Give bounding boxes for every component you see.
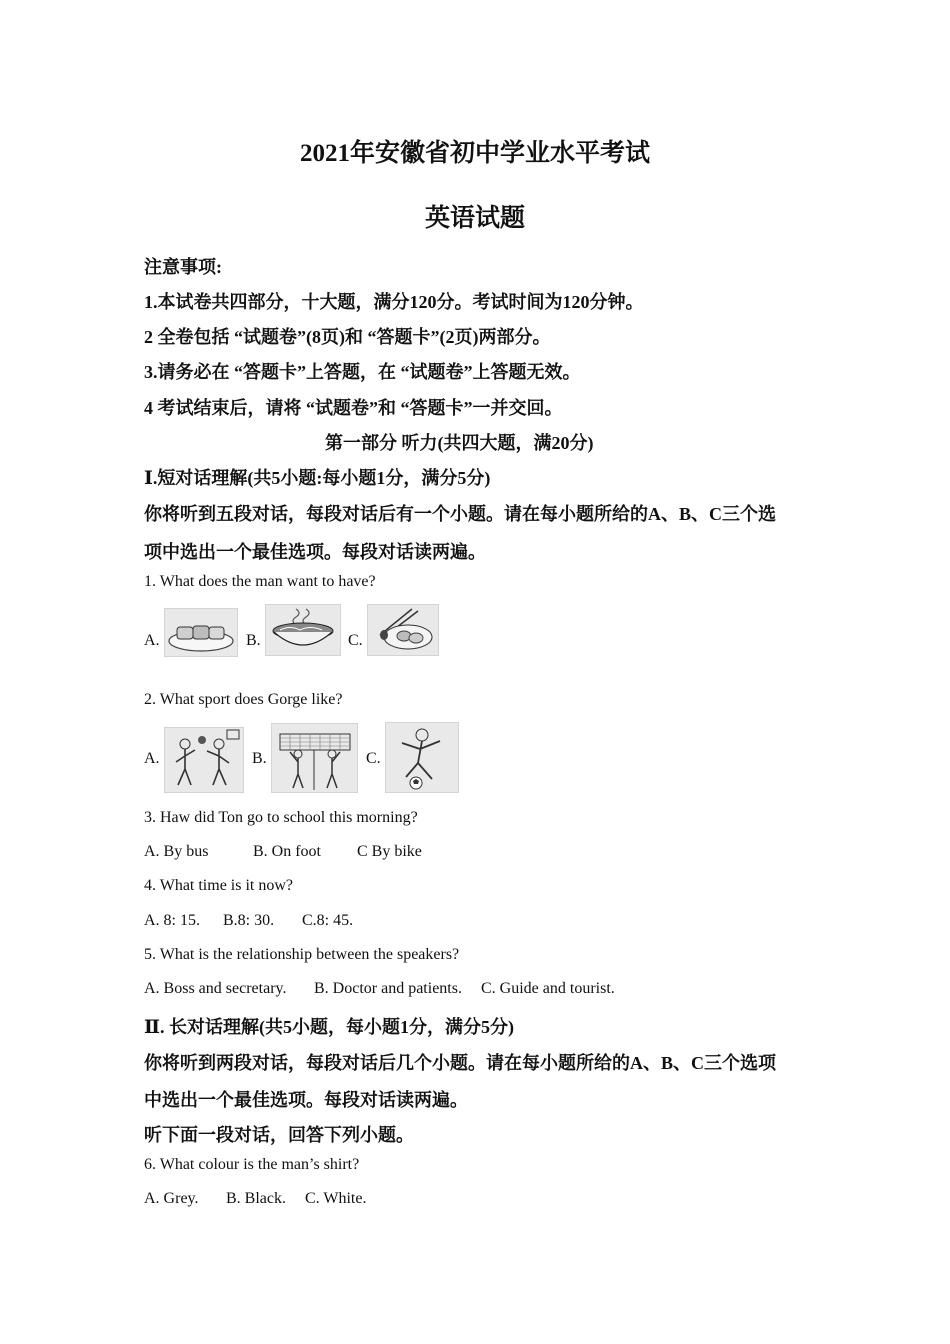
question-3: 3. Haw did Ton go to school this morning?: [144, 809, 418, 826]
option-label: B.: [246, 632, 261, 649]
notice-item: 2 全卷包括 “试题卷”(8页)和 “答题卡”(2页)两部分。: [144, 327, 551, 347]
section-two-heading: [144, 1013, 514, 1039]
answer-option: B.8: 30.: [223, 912, 275, 929]
notice-item: 3.请务必在 “答题卡”上答题，在 “试题卷”上答题无效。: [144, 362, 581, 382]
notice-heading: 注意事项:: [144, 257, 222, 277]
notice-item: 1.本试卷共四部分，十大题，满分120分。考试时间为120分钟。: [144, 292, 644, 312]
football-player-icon: [385, 722, 459, 793]
listen-prompt: 听下面一段对话，回答下列小题。: [144, 1125, 414, 1145]
answer-option: A. Grey.: [144, 1190, 199, 1207]
question-5: 5. What is the relationship between the speakers?: [144, 946, 460, 963]
option-label: C.: [348, 632, 363, 649]
basketball-players-icon: [164, 727, 244, 793]
answer-option: B. Doctor and patients.: [314, 980, 462, 997]
dumplings-bowl-icon: [367, 604, 439, 656]
section-one-numeral: Ⅰ: [144, 468, 153, 489]
cakes-on-plate-icon: [164, 608, 238, 657]
answer-option: A. 8: 15.: [144, 912, 200, 929]
answer-option: A. By bus: [144, 843, 209, 860]
option-label: A.: [144, 632, 160, 649]
section-one-title: .短对话理解(共5小题:每小题1分，满分5分): [152, 468, 491, 488]
answer-option: C.8: 45.: [302, 912, 354, 929]
exam-title: 2021年安徽省初中学业水平考试: [299, 140, 650, 167]
option-label: A.: [144, 750, 160, 767]
question-4: 4. What time is it now?: [144, 877, 294, 894]
answer-option: C. Guide and tourist.: [481, 980, 615, 997]
answer-option: C By bike: [357, 843, 422, 860]
answer-option: B. Black.: [226, 1190, 286, 1207]
question-2: 2. What sport does Gorge like?: [144, 691, 343, 708]
notice-item: 4 考试结束后，请将 “试题卷”和 “答题卡”一并交回。: [144, 398, 563, 418]
answer-option: C. White.: [305, 1190, 367, 1207]
volleyball-players-icon: [271, 723, 358, 793]
answer-option: B. On foot: [253, 843, 321, 860]
section-one-heading: [144, 464, 490, 490]
section-two-instruction: 中选出一个最佳选项。每段对话读两遍。: [144, 1090, 468, 1110]
question-6: 6. What colour is the man’s shirt?: [144, 1156, 360, 1173]
section-one-instruction: 项中选出一个最佳选项。每段对话读两遍。: [144, 542, 486, 562]
section-two-numeral: Ⅱ: [144, 1017, 161, 1038]
answer-option: A. Boss and secretary.: [144, 980, 287, 997]
section-one-instruction: 你将听到五段对话，每段对话后有一个小题。请在每小题所给的A、B、C三个选: [144, 504, 777, 524]
option-label: C.: [366, 750, 381, 767]
question-1: 1. What does the man want to have?: [144, 573, 376, 590]
noodle-bowl-icon: [265, 604, 341, 656]
part-one-heading: 第一部分 听力(共四大题，满20分): [325, 433, 594, 453]
option-label: B.: [252, 750, 267, 767]
exam-subtitle: 英语试题: [424, 205, 525, 232]
section-two-title: . 长对话理解(共5小题，每小题1分，满分5分): [160, 1017, 515, 1037]
section-two-instruction: 你将听到两段对话，每段对话后几个小题。请在每小题所给的A、B、C三个选项: [144, 1053, 777, 1073]
